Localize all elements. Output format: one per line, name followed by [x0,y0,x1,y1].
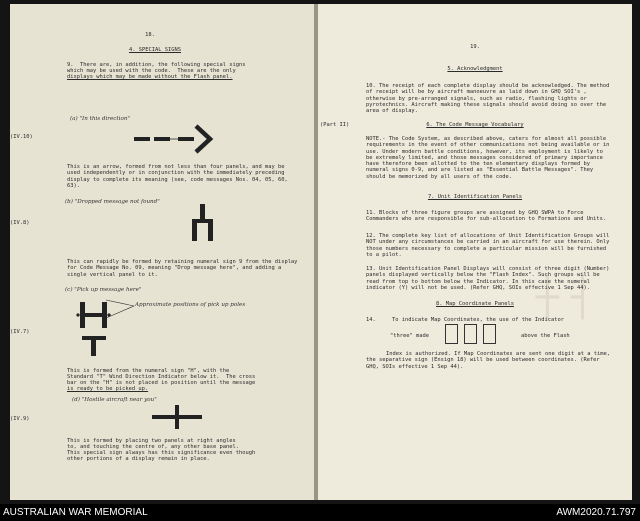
pick-up-message-sign-diagram [72,294,142,360]
above-flash-label: above the Flash [521,333,570,339]
para-9-line-3: displays which may be made without the Flash panel. [67,74,233,80]
sign-c-ref: (IV.7) [10,329,30,335]
footer-accession-number: AWM2020.71.797 [556,507,636,518]
sign-d-caption: (d) "Hostile aircraft near you" [72,397,157,403]
bleed-through-marks: ┼ ┤ [536,275,594,319]
sign-a-text: This is an arrow, formed from not less than four panels, and may be used independently or in conjunction with the immediately preceding display to complete its meaning (see, code messages Nos. 04, 05, 60, 63). [67,164,288,189]
section-8-heading [318,301,632,307]
sign-a-ref: (IV.10) [10,134,33,140]
section-6-heading [318,122,632,128]
sign-b-caption: (b) "Dropped message not found" [65,199,160,205]
sign-d-ref: (IV.9) [10,416,30,422]
sign-b-ref: (IV.8) [10,220,30,226]
archive-footer [0,504,640,521]
footer-institution: AUSTRALIAN WAR MEMORIAL [3,507,148,518]
sign-c-text-line-1: This is formed from the numeral sign "H", with the [67,368,230,374]
sign-a-caption: (a) "In this direction" [70,116,130,122]
sign-d-text-line-1: This is formed by placing two panels at right angles [67,438,236,444]
para-9-line-2: which may be used with the code. These are the only [67,68,236,74]
para-14: 14. To indicate Map Coordinates, the use of the Indicator [366,317,564,323]
hostile-aircraft-sign-diagram [150,404,206,430]
sign-d-text-line-3: This special sign always has this significance even though [67,450,256,456]
section-5-heading-text: 5. Acknowledgment [447,66,503,72]
page-number: 19. [470,44,480,50]
sign-c-text-line-4: is ready to be picked up. [67,386,149,392]
sign-c-text-line-2: Standard "T" Wind Direction Indicator below it. The cross [67,374,256,380]
pick-up-poles-annotation: Approximate positions of pick up poles [135,302,246,308]
right-page [318,4,632,500]
para-13: 13. Unit Identification Panel Displays will consist of three digit (Number) panels displayed vertically below the "Flash Index". Such groups will be read from top to bottom below the Indicator. In this case the numeral indicator (Y) will not be used. (Refer GHQ, SOIs effective 1 Sep 44). [366,266,610,291]
sign-c-caption: (c) "Pick up message here" [65,287,142,293]
panel-box-1 [445,324,458,344]
dropped-message-sign-diagram [188,202,218,246]
section-7-heading [318,194,632,200]
section-5-heading [318,66,632,72]
left-page [10,4,314,500]
para-12: 12. The complete key list of allocations of Unit Identification Groups will NOT under any circumstances be carried in an aircraft for use therein. Only those numbers necessary to complete a particular mission will be furnished to a pilot. [366,233,610,258]
part-ref: (Part II) [320,122,350,128]
panel-box-2 [464,324,477,344]
section-7-heading-text: 7. Unit Identification Panels [427,194,523,200]
sign-d-text-line-4: other portions of a display remain in place. [67,456,210,462]
para-10: 10. The receipt of each complete display should be acknowledged. The method of receipt will be by aircraft manoeuvre as laid down in GHQ SOI's , otherwise by pre-arranged signals, such as radio, flashing lights or pyrotechnics. Aircraft making these signals should avoid doing so over the area of display. [366,83,610,115]
section-8-heading-text: 8. Map Coordinate Panels [436,301,514,307]
note-paragraph: NOTE.- The Code System, as described above, caters for almost all possible requirements in the event of other communications not being available or in use. Under modern battle conditions, however, its employment is likely to be extremely limited, and those messages considered of primary importance have therefore been allotted to the ten elementary displays formed by numeral signs 0-9, and are listed as "Essential Battle Messages". They should be memorized by all users of the code. [366,136,610,180]
three-made-label: "three" made [390,333,429,339]
sign-c-text-line-3: bar on the "H" is not placed in position until the message [67,380,256,386]
index-paragraph: Index is authorized. If Map Coordinates are sent one digit at a time, the separative sign (Ensign 18) will be used between coordinates. (Refer GHQ, SOIs effective 1 Sep 44). [366,351,610,370]
arrow-sign-diagram [130,122,220,156]
section-6-heading-text: 6. The Code Message Vocabulary [426,122,524,128]
section-heading: 4. SPECIAL SIGNS [129,47,181,53]
para-11: 11. Blocks of three figure groups are assigned by GHQ SWPA to Force Commanders who are responsible for sub-allocation to Formations and Units. [366,210,607,223]
para-9-line-1: 9. There are, in addition, the following special signs [67,62,246,68]
sign-b-text: This can rapidly be formed by retaining numeral sign 9 from the display for Code Message No. 09, meaning "Drop message here", and adding a single vertical panel to it. [67,259,298,278]
panel-box-3 [483,324,496,344]
sign-d-text-line-2: to, and touching the centre of, any other base panel. [67,444,240,450]
page-number: 18. [145,32,155,38]
